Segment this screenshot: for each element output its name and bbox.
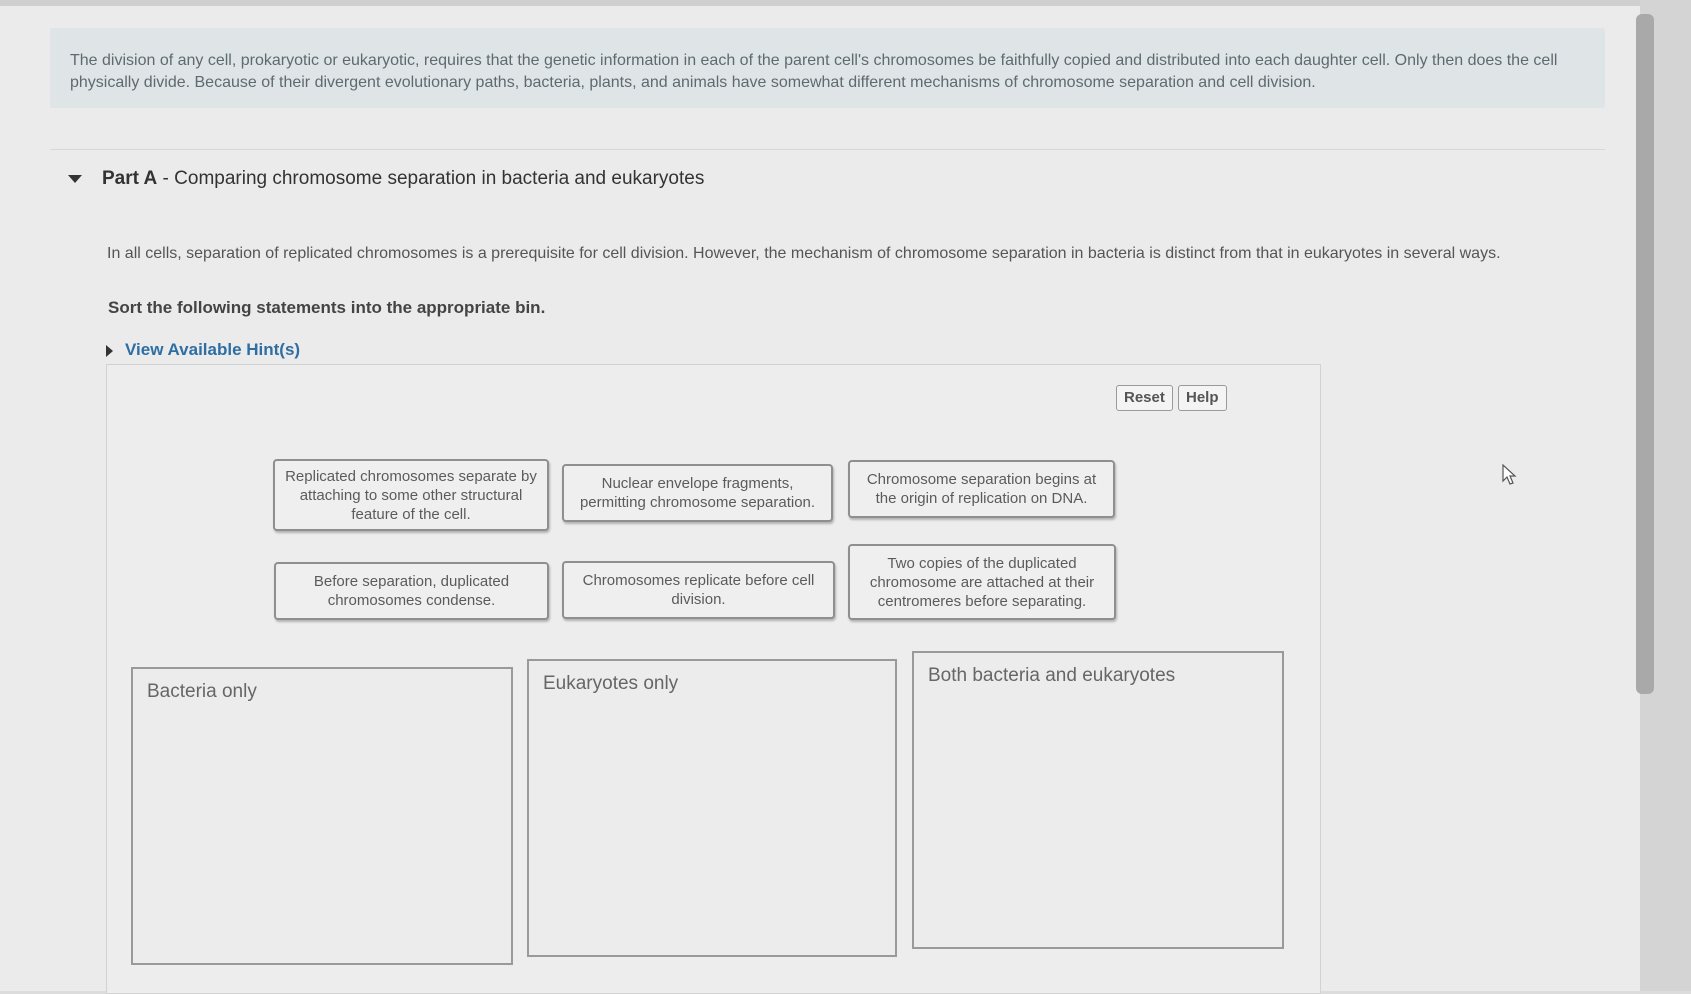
draggable-card[interactable]: Before separation, duplicated chromosomes condense. [274,562,549,620]
caret-down-icon[interactable] [68,175,82,183]
part-label: Part A [102,168,158,189]
scrollbar-thumb[interactable] [1636,14,1654,694]
part-separator: - [157,168,175,189]
reset-button[interactable]: Reset [1116,385,1173,411]
intro-box [50,28,1605,108]
question-text: In all cells, separation of replicated chromosomes is a prerequisite for cell division. However, the mechanism of chromosome separation in bacteria is distinct from that in eukaryotes in several ways. [107,245,1501,262]
draggable-card[interactable]: Chromosomes replicate before cell division. [562,561,835,619]
bin-label: Eukaryotes only [543,673,679,694]
intro-text: The division of any cell, prokaryotic or eukaryotic, requires that the genetic information in each of the parent cell's chromosomes be faithfully copied and distributed into each daughter cell. Only then does the cell physically divide. Because of their divergent evolutionary paths, bacteria, plants, and animals have somewhat different mechanisms of chromosome separation and cell division. [70,52,1558,91]
draggable-card[interactable]: Chromosome separation begins at the origin of replication on DNA. [848,460,1115,518]
bin-both[interactable] [912,651,1284,949]
hint-link-label: View Available Hint(s) [125,340,301,359]
section-divider [50,149,1605,150]
part-title: Comparing chromosome separation in bacteria and eukaryotes [174,168,705,189]
caret-right-icon [106,345,113,357]
instruction-text: Sort the following statements into the appropriate bin. [108,298,546,317]
draggable-card[interactable]: Replicated chromosomes separate by attaching to some other structural feature of the cell. [273,459,549,531]
bin-bacteria-only[interactable] [131,667,513,965]
page-content [0,6,1640,991]
draggable-card[interactable]: Two copies of the duplicated chromosome are attached at their centromeres before separating. [848,544,1116,620]
bin-label: Bacteria only [147,681,257,702]
mouse-pointer-icon [1502,464,1518,486]
sorting-workspace [106,364,1321,994]
draggable-card[interactable]: Nuclear envelope fragments, permitting chromosome separation. [562,464,833,522]
bin-eukaryotes-only[interactable] [527,659,897,957]
help-button[interactable]: Help [1178,385,1227,411]
part-a-header[interactable] [68,168,704,190]
view-hints-link[interactable] [106,340,300,360]
bin-label: Both bacteria and eukaryotes [928,665,1176,686]
